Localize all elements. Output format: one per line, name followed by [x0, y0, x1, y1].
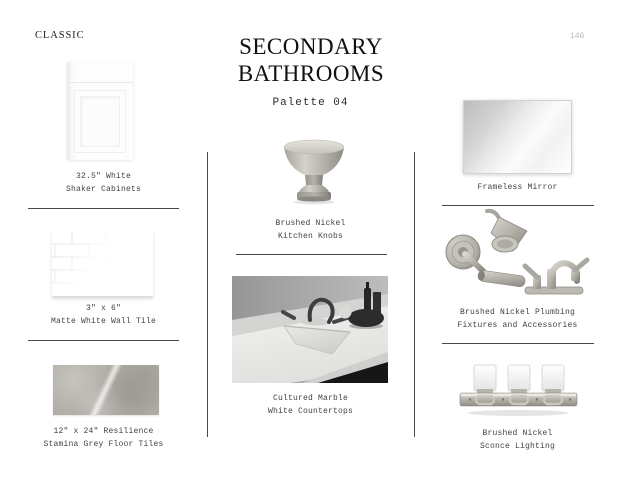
- row-divider: [442, 343, 594, 344]
- cabinet-caption: [0, 170, 207, 196]
- row-divider: [28, 208, 179, 209]
- caption-line: Brushed Nickel: [482, 429, 553, 438]
- caption-line: Shaker Cabinets: [65, 185, 141, 194]
- floor-tile-caption: [0, 425, 207, 451]
- countertop-caption: [207, 392, 414, 418]
- row-divider: [236, 254, 387, 255]
- plumbing-caption: [414, 306, 621, 332]
- cabinet-door: [74, 90, 126, 153]
- caption-line: Kitchen Knobs: [277, 232, 343, 241]
- shaker-cabinet-image: [67, 62, 133, 160]
- countertop-image: [232, 276, 388, 383]
- caption-line: 32.5" White: [75, 172, 131, 181]
- caption-line: 12" x 24" Resilience: [53, 427, 154, 436]
- caption-line: Frameless Mirror: [477, 183, 558, 192]
- caption-line: 3" x 6": [85, 304, 121, 313]
- wall-tile-caption: [0, 302, 207, 328]
- page-title: [161, 33, 461, 87]
- category-label: CLASSIC: [35, 30, 85, 41]
- caption-line: Cultured Marble: [272, 394, 348, 403]
- row-divider: [442, 205, 594, 206]
- mirror-caption: [414, 181, 621, 194]
- frameless-mirror-image: [463, 100, 572, 174]
- knob-caption: [207, 217, 414, 243]
- cabinet-rail-line: [67, 82, 133, 83]
- page-title-line2: BATHROOMS: [237, 61, 385, 86]
- sconce-caption: [414, 427, 621, 453]
- caption-line: White Countertops: [267, 407, 353, 416]
- caption-line: Matte White Wall Tile: [50, 317, 157, 326]
- cabinet-panel: [80, 96, 120, 147]
- column-divider-right: [414, 152, 415, 437]
- caption-line: Brushed Nickel: [275, 219, 346, 228]
- page-title-line1: SECONDARY: [239, 34, 383, 59]
- caption-line: Brushed Nickel Plumbing: [459, 308, 576, 317]
- page-number: 146: [570, 32, 585, 41]
- caption-line: Sconce Lighting: [479, 442, 555, 451]
- kitchen-knob-image: [277, 137, 351, 205]
- caption-line: Fixtures and Accessories: [457, 321, 578, 330]
- caption-line: Stamina Grey Floor Tiles: [43, 440, 164, 449]
- plumbing-fixtures-image: [441, 207, 591, 304]
- palette-subtitle: Palette 04: [272, 97, 349, 109]
- wall-tile-image: [52, 231, 153, 297]
- subway-tile-graphic: [52, 231, 153, 296]
- sconce-light-image: [458, 363, 579, 421]
- floor-tile-image: [53, 365, 159, 415]
- row-divider: [28, 340, 179, 341]
